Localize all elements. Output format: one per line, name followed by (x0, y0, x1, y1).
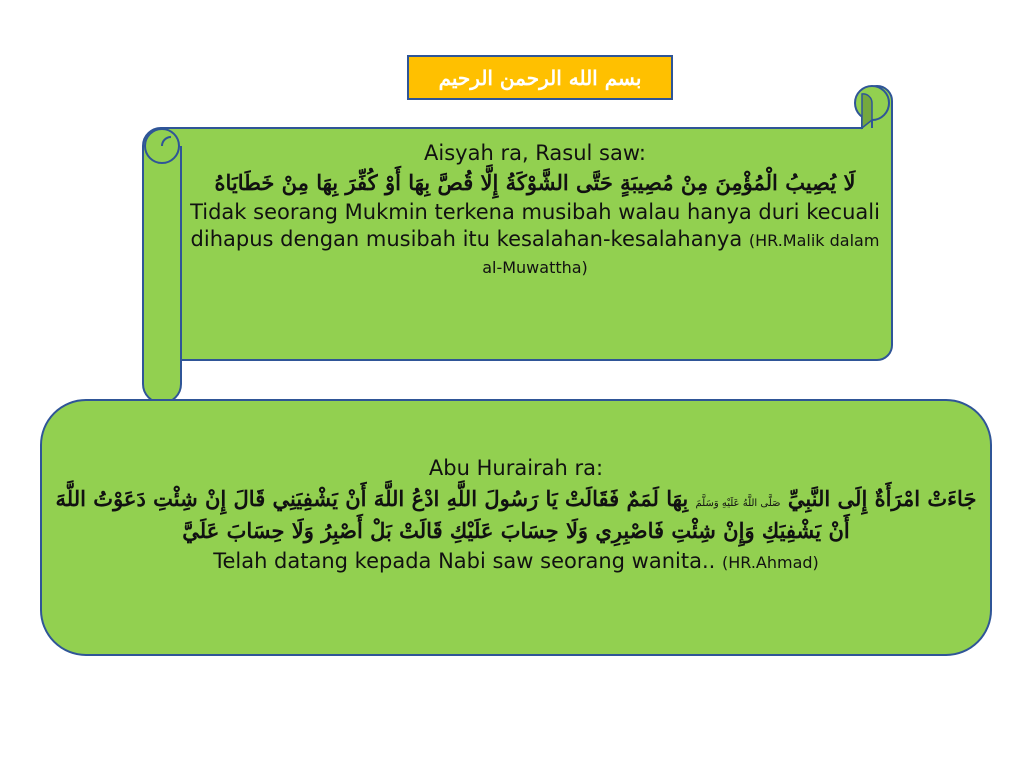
box-heading: Abu Hurairah ra: (428, 456, 604, 480)
box-citation: (HR.Ahmad) (722, 552, 819, 572)
box-arabic-part1: جَاءَتْ امْرَأَةٌ إِلَى النَّبِيِّ (787, 485, 977, 511)
box-translation: Telah datang kepada Nabi saw seorang wanita.. (213, 548, 716, 573)
scroll-heading: Aisyah ra, Rasul saw: (424, 141, 646, 165)
hadith-box-content (50, 455, 982, 576)
box-translation-block (50, 548, 982, 576)
scroll-translation: Tidak seorang Mukmin terkena musibah walau hanya duri kecuali dihapus dengan musibah itu kesalahan-kesalahanya (190, 200, 880, 252)
scroll-content (190, 140, 880, 280)
scroll-arabic-text: لَا يُصِيبُ الْمُؤْمِنَ مِنْ مُصِيبَةٍ حَتَّى الشَّوْكَةُ إِلَّا قُصَّ بِهَا أَوْ كُفِّرَ بِهَا مِنْ خَطَايَاهُ (214, 169, 856, 195)
scroll-citation: (HR.Malik dalam al-Muwattha) (482, 231, 880, 278)
box-arabic-salawat: صَلَّى اللَّهُ عَلَيْهِ وَسَلَّمَ (695, 497, 781, 509)
scroll-translation-block (190, 199, 880, 280)
box-arabic-text (50, 483, 982, 548)
box-arabic-part2: بِهَا لَمَمٌ فَقَالَتْ يَا رَسُولَ اللَّهِ ادْعُ اللَّهَ أَنْ يَشْفِيَنِي قَالَ إِنْ شِئْتِ دَعَوْتُ اللَّهَ أَنْ يَشْفِيَكِ وَإِنْ شِئْتِ فَاصْبِرِي وَلَا حِسَابَ عَلَيْكِ قَالَتْ بَلْ أَصْبِرُ وَلَا حِسَابَ عَلَيَّ (55, 485, 850, 544)
bismillah-text: بسم الله الرحمن الرحيم (438, 65, 642, 90)
